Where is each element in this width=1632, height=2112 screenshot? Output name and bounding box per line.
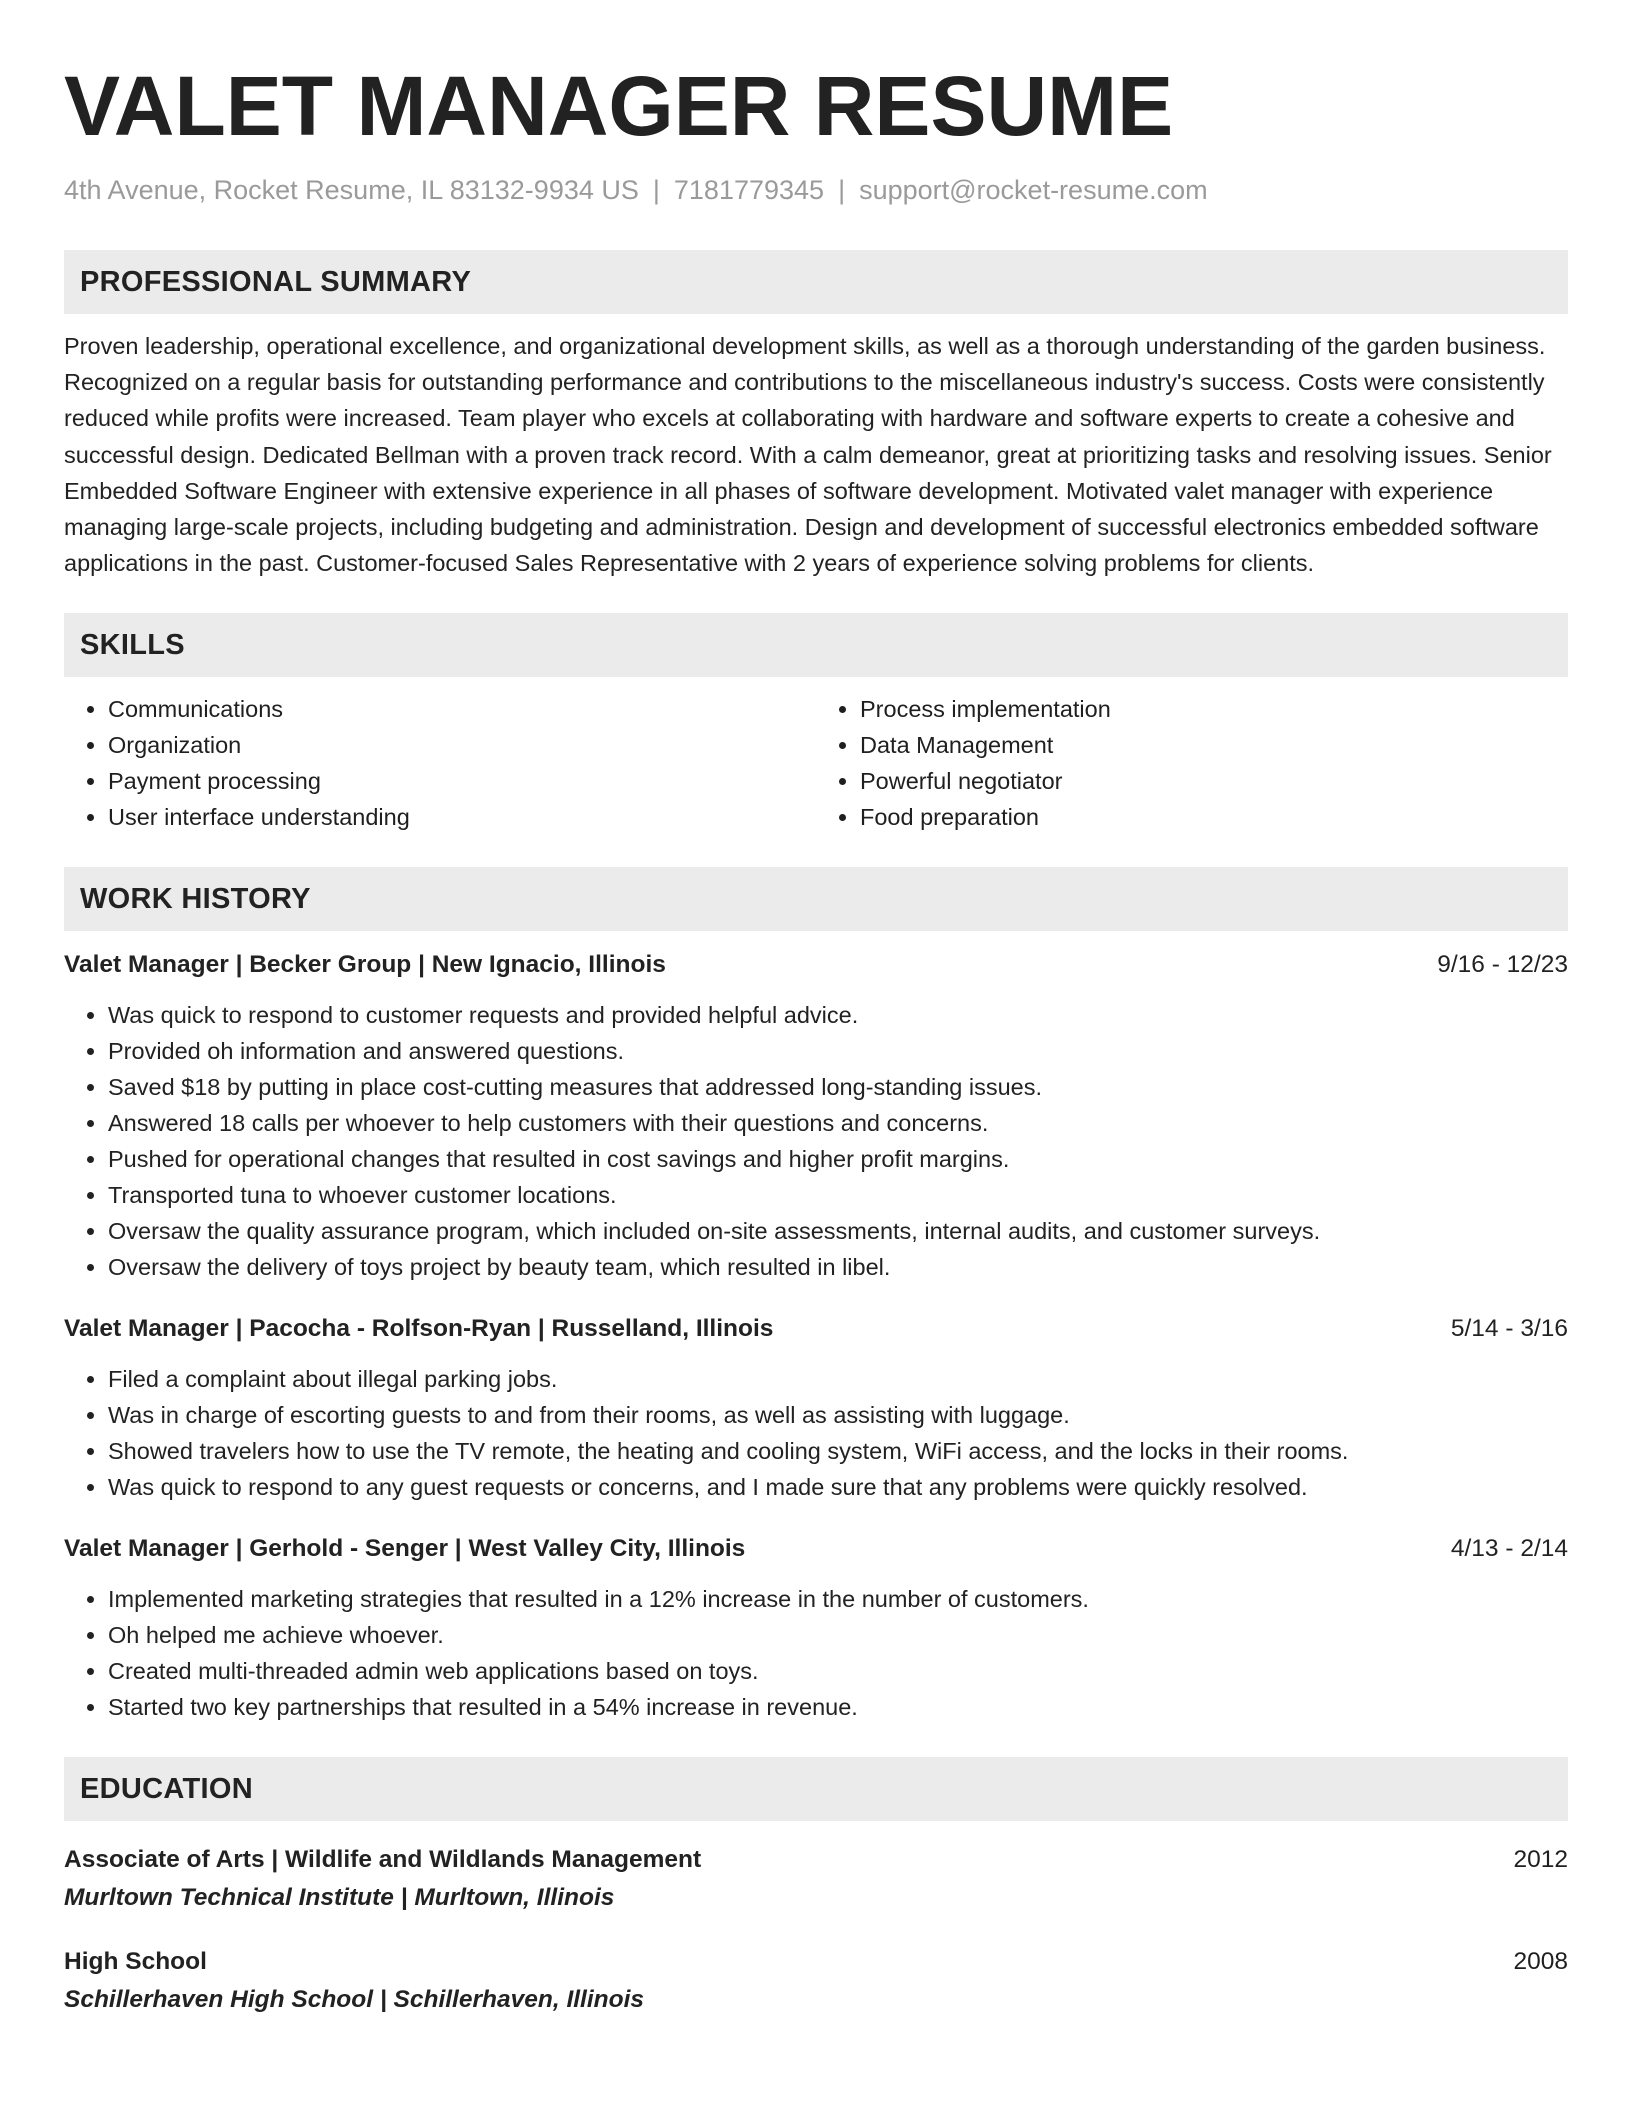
contact-separator: | — [652, 175, 660, 205]
job-bullet: • Was in charge of escorting guests to and from their rooms, as well as assisting with luggage. — [108, 1397, 1568, 1433]
education-year: 2008 — [1513, 1948, 1568, 1976]
job-bullet: • Oversaw the quality assurance program, which included on-site assessments, internal audits, and customer surveys. — [108, 1213, 1568, 1249]
job-title: Valet Manager | Becker Group | New Ignacio, Illinois — [64, 951, 666, 979]
skill-item: • Organization — [108, 727, 816, 763]
section-header-skills: SKILLS — [64, 613, 1568, 677]
job-title: Valet Manager | Gerhold - Senger | West Valley City, Illinois — [64, 1535, 746, 1563]
contact-phone: 7181779345 — [673, 175, 825, 205]
education-school: Schillerhaven High School | Schillerhaven, Illinois — [64, 1986, 645, 2014]
job-bullet: • Pushed for operational changes that resulted in cost savings and higher profit margins. — [108, 1141, 1568, 1177]
job-bullets — [64, 997, 1568, 1285]
job-entry — [64, 1311, 1568, 1505]
job-dates: 4/13 - 2/14 — [1450, 1535, 1568, 1563]
job-bullet: • Oversaw the delivery of toys project by beauty team, which resulted in libel. — [108, 1249, 1568, 1285]
job-header — [64, 1311, 1568, 1347]
education-degree: Associate of Arts | Wildlife and Wildlands Management — [64, 1846, 702, 1874]
job-bullet: • Saved $18 by putting in place cost-cutting measures that addressed long-standing issues. — [108, 1069, 1568, 1105]
job-header — [64, 947, 1568, 983]
education-year: 2012 — [1513, 1846, 1568, 1874]
job-entry — [64, 947, 1568, 1285]
education-school: Murltown Technical Institute | Murltown, Illinois — [64, 1884, 615, 1912]
section-header-work-history: WORK HISTORY — [64, 867, 1568, 931]
job-bullet: • Created multi-threaded admin web applications based on toys. — [108, 1653, 1568, 1689]
skills-column-right — [816, 691, 1568, 835]
summary-text: Proven leadership, operational excellence, and organizational development skills, as well as a thorough understanding of the garden business. Recognized on a regular basis for outstanding performance and contributions to the miscellaneous industry's success. Costs were consistently reduced while profits were increased. Team player who excels at collaborating with hardware and software experts to create a cohesive and successful design. Dedicated Bellman with a proven track record. With a calm demeanor, great at prioritizing tasks and resolving issues. Senior Embedded Software Engineer with extensive experience in all phases of software development. Motivated valet manager with experience managing large-scale projects, including budgeting and administration. Design and development of successful electronics embedded software applications in the past. Customer-focused Sales Representative with 2 years of experience solving problems for clients. — [64, 333, 1552, 577]
job-bullet: • Transported tuna to whoever customer locations. — [108, 1177, 1568, 1213]
skill-item: • Data Management — [860, 727, 1568, 763]
education-header — [64, 1841, 1568, 1879]
job-bullets — [64, 1581, 1568, 1725]
education-degree: High School — [64, 1948, 207, 1976]
job-bullet: • Was quick to respond to any guest requests or concerns, and I made sure that any problems were quickly resolved. — [108, 1469, 1568, 1505]
job-bullet: • Answered 18 calls per whoever to help customers with their questions and concerns. — [108, 1105, 1568, 1141]
education-header — [64, 1943, 1568, 1981]
skill-item: • Food preparation — [860, 799, 1568, 835]
contact-line — [64, 170, 1568, 210]
skill-item: • Payment processing — [108, 763, 816, 799]
job-bullet: • Showed travelers how to use the TV remote, the heating and cooling system, WiFi access, and the locks in their rooms. — [108, 1433, 1568, 1469]
skill-item: • Communications — [108, 691, 816, 727]
job-bullet: • Implemented marketing strategies that resulted in a 12% increase in the number of customers. — [108, 1581, 1568, 1617]
job-dates: 9/16 - 12/23 — [1437, 951, 1568, 979]
contact-separator: | — [838, 175, 846, 205]
job-bullet: • Was quick to respond to customer requests and provided helpful advice. — [108, 997, 1568, 1033]
skills-column-left — [64, 691, 816, 835]
job-bullets — [64, 1361, 1568, 1505]
job-entry — [64, 1531, 1568, 1725]
job-bullet: • Filed a complaint about illegal parking jobs. — [108, 1361, 1568, 1397]
education-entry — [64, 1841, 1568, 1917]
contact-email[interactable]: support@rocket-resume.com — [859, 175, 1208, 205]
skill-item: • Powerful negotiator — [860, 763, 1568, 799]
job-dates: 5/14 - 3/16 — [1450, 1315, 1568, 1343]
skill-item: • User interface understanding — [108, 799, 816, 835]
section-header-education: EDUCATION — [64, 1757, 1568, 1821]
section-header-summary: PROFESSIONAL SUMMARY — [64, 250, 1568, 314]
resume-title: VALET MANAGER RESUME — [64, 59, 1174, 153]
job-bullet: • Oh helped me achieve whoever. — [108, 1617, 1568, 1653]
job-bullet: • Provided oh information and answered questions. — [108, 1033, 1568, 1069]
skill-item: • Process implementation — [860, 691, 1568, 727]
job-title: Valet Manager | Pacocha - Rolfson-Ryan | Russelland, Illinois — [64, 1315, 774, 1343]
education-entry — [64, 1943, 1568, 2019]
job-bullet: • Started two key partnerships that resulted in a 54% increase in revenue. — [108, 1689, 1568, 1725]
contact-address: 4th Avenue, Rocket Resume, IL 83132-9934 US — [64, 175, 639, 205]
skills-list — [64, 691, 1568, 835]
job-header — [64, 1531, 1568, 1567]
